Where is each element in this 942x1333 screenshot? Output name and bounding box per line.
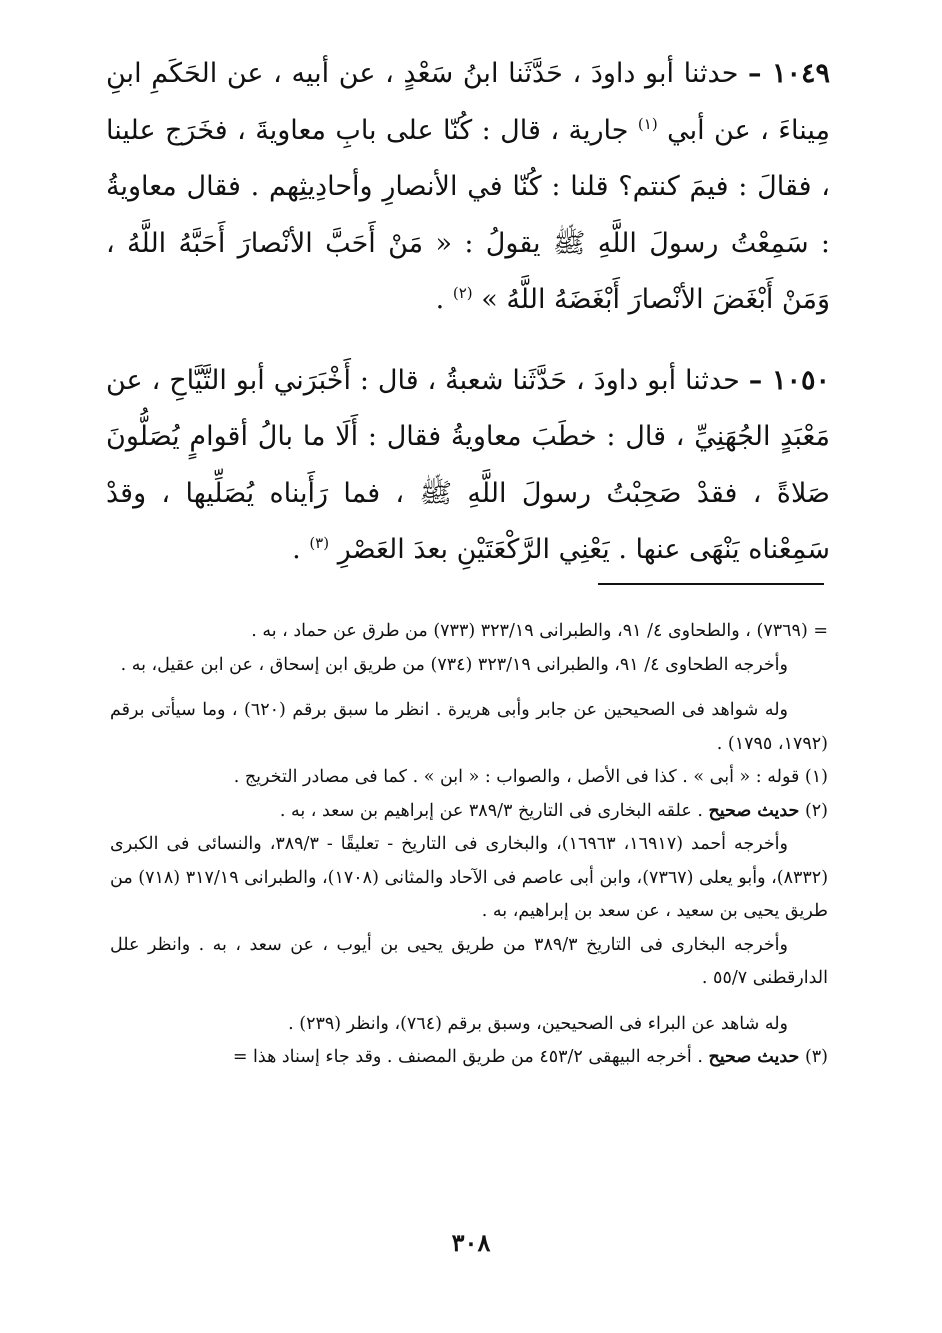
page-number: ٣٠٨ [451,1228,491,1257]
footnote-paragraph: وأخرجه أحمد (١٦٩١٧، ١٦٩٦٣)، والبخارى فى التاريخ - تعليقًا - ٣٨٩/٣، والنسائى فى الكبرى (٨٣٣٢)، وأبو يعلى (٧٣٦٧)، وابن أبى عاصم فى الآحاد والمثانى (١٧٠٨)، والطبرانى ٣١٧/١٩ (٧١٨) من طريق يحيى بن سعيد ، عن سعد بن إبراهيم، به . [110,834,829,921]
hadith-number: ١٠٤٩ – [748,58,830,89]
footnote-paragraph: وله شواهد فى الصحيحين عن جابر وأبى هريرة . انظر ما سبق برقم (٦٢٠) ، وما سيأتى برقم (١٧٩٢، ١٧٩٥) . [110,700,828,754]
grading-label: حديث صحيح [708,1047,800,1067]
hadith-text: جارية ، قال : كُنّا على بابِ معاويةَ ، فخَرَج علينا ، فقالَ : فيمَ كنتم؟ قلنا : كُنّا في الأنصارِ وأحادِيثِهم . فقال معاويةُ : سَمِعْتُ رسولَ اللَّهِ ﷺ يقولُ : « مَنْ أَحَبَّ الأنْصارَ أَحَبَّهُ اللَّهُ ، وَمَنْ أَبْغَضَ الأنْصارَ أَبْغَضَهُ اللَّهُ » [106,114,830,315]
footnote-paragraph: وله شاهد عن البراء فى الصحيحين، وسبق برقم (٧٦٤)، وانظر (٢٣٩) . [288,1013,788,1034]
grading-label: حديث صحيح [708,800,800,821]
footnote-ref[interactable]: (٢) [452,284,473,302]
footnote-2 [110,795,828,829]
main-text [106,46,830,579]
footnote-text: . أخرجه البيهقى ٤٥٣/٢ من طريق المصنف . وقد جاء إسناد هذا = [232,1047,703,1067]
footnote-label: (٣) [804,1047,828,1067]
footnote-continuation: = (٧٣٦٩) ، والطحاوى ٤/ ٩١، والطبرانى ٣٢٣/١٩ (٧٣٣) من طرق عن حماد ، به . [251,621,828,641]
hadith-text: حدثنا أبو داودَ ، حَدَّثَنا ابنُ سَعْدٍ ، عن أبيه ، عن الحَكَمِ ابنِ مِيناءَ ، عن أبي [106,58,830,146]
hadith-1050 [106,353,830,579]
footnote-separator [598,583,824,585]
footnote-ref[interactable]: (١) [637,114,658,133]
hadith-number: ١٠٥٠ – [748,364,830,396]
footnote-ref[interactable]: (٣) [309,534,330,552]
footnote-1: (١) قوله : « أبى » . كذا فى الأصل ، والصواب : « ابن » . كما فى مصادر التخريج . [233,767,828,787]
hadith-end: . [435,284,445,315]
footnote-paragraph: وأخرجه البخارى فى التاريخ ٣٨٩/٣ من طريق يحيى بن أيوب ، عن سعد ، به . وانظر علل الدارقطنى ٥٥/٧ . [110,934,828,988]
footnotes [110,615,828,1075]
footnote-label: (٢) [804,800,828,821]
hadith-text: حدثنا أبو داودَ ، حَدَّثَنا شعبةُ ، قال : أَخْبَرَني أبو التَّيَّاحِ ، عن مَعْبَدٍ الجُهَنِيِّ ، قال : خطَبَ معاويةُ فقال : أَلَا ما بالُ أقوامٍ يُصَلُّونَ صَلاةً ، فقدْ صَحِبْتُ رسولَ اللَّهِ ﷺ ، فما رَأَيناه يُصَلِّيها ، وقدْ سَمِعْناه يَنْهَى عنها . يَعْنِي الرَّكْعَتَيْنِ بعدَ العَصْرِ [106,364,830,565]
footnote-text: . علقه البخارى فى التاريخ ٣٨٩/٣ عن إبراهيم بن سعد ، به . [279,800,703,821]
footnote-paragraph: وأخرجه الطحاوى ٤/ ٩١، والطبرانى ٣٢٣/١٩ (٧٣٤) من طريق ابن إسحاق ، عن ابن عقيل، به . [120,654,788,675]
footnote-3 [110,1041,828,1075]
hadith-1049 [106,46,830,329]
hadith-end: . [292,534,301,565]
